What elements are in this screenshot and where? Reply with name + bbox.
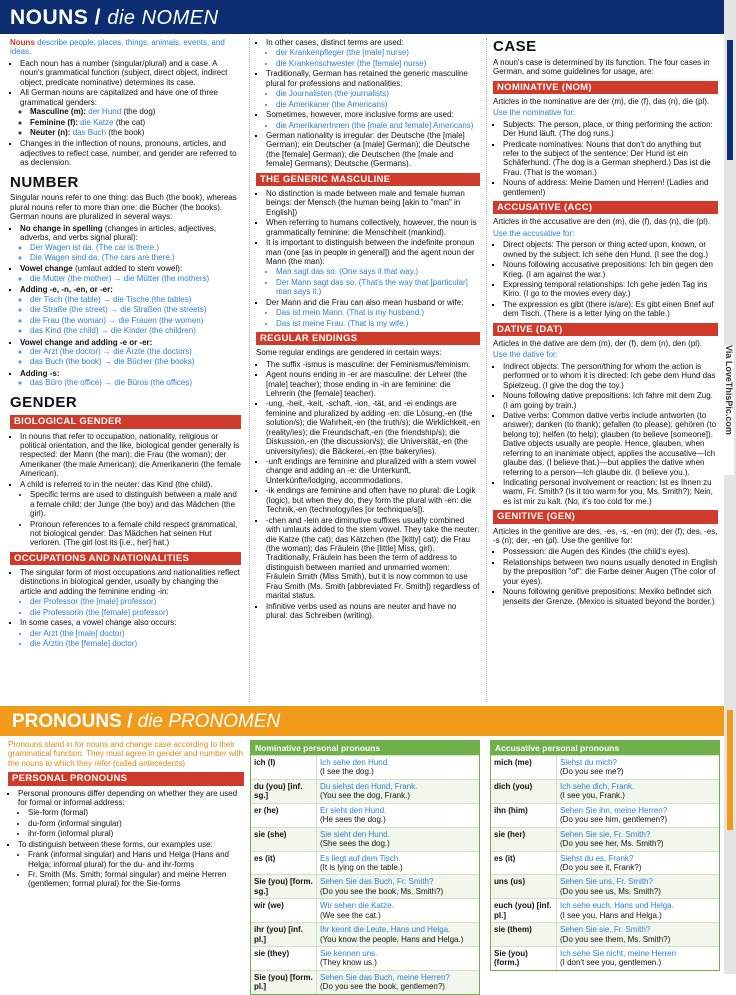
list-item: ▪ In other cases, distinct terms are used: (266, 38, 480, 47)
list-item: ▪ Sometimes, however, more inclusive forms are used: (266, 110, 480, 119)
list-item: ▪ Traditionally, German has retained the generic masculine plural for professions and nationalities: (266, 69, 480, 88)
nouns-title-german: die NOMEN (107, 7, 219, 29)
occupations-heading: OCCUPATIONS AND NATIONALITIES (10, 552, 241, 565)
list-item: ▪ Agent nouns ending in -er are masculine: der Lehrer (the [male] teacher); those ending in -in are feminine: die Lehrerin (the [female] teacher). (266, 370, 480, 398)
list-item: ▪ Nouns of address: Meine Damen und Herren! (Ladies and gentlemen!) (503, 178, 718, 197)
table-row: sie (her) Sehen Sie sie, Fr. Smith? (Do you see her, Ms. Smith?) (491, 827, 719, 851)
table-row: ich (I) Ich sehe den Hund. (I see the dog.) (251, 755, 479, 779)
number-heading: NUMBER (10, 173, 79, 191)
list-item: ▪ -ik endings are feminine and often have no plural: die Logik (logic), but when they do, they form the plural with -en: die Technik,-en (technology/ies [or technique/s]). (266, 486, 480, 514)
dative-heading: DATIVE (DAT) (493, 323, 718, 336)
list-item: ▪ Nouns following genitive prepositions: Mexiko befindet sich jenseits der Grenze. (Mexico is situated beyond the border.) (503, 587, 718, 606)
list-item: • Der Mann sagt das so. (That's the way that [particular] man says it.) (276, 278, 480, 297)
table-row: dich (you) Ich sehe dich, Frank. (I see you, Frank.) (491, 779, 719, 803)
table-title: Nominative personal pronouns (251, 741, 479, 755)
list-item: ▪ Adding -e, -n, -en, or -er: ◦ der Tisch (the table) → die Tische (the tables) ◦ die Straße (the street) → die Straßen (the streets) ◦ die Frau (the woman) → die Frauen (the women) ◦ das Kind (the child) → die Kinder (the children) (20, 285, 241, 335)
nominative-list (493, 120, 718, 198)
list-item: ▪ German nationality is irregular: der Deutsche (the [male] German); ein Deutscher (a [male] German); die Deutsche (the [female] German); die Deutschen (the [male and female] Germans); Deutsche (Germans). (266, 131, 480, 169)
table-row: ihn (him) Sehen Sie ihn, meine Herren? (Do you see him, gentlemen?) (491, 803, 719, 827)
column-2 (249, 38, 482, 702)
genitive-list (493, 547, 718, 606)
list-item: ▪ Vowel change and adding -e or -er: ◦ der Arzt (the doctor) → die Ärzte (the doctors) ◦ das Buch (the book) → die Bücher (the books) (20, 338, 241, 367)
list-item: ▪ Changes in the inflection of nouns, pronouns, articles, and adjectives to reflect case, number, and gender are referred to as declension. (20, 139, 241, 167)
list-item: • Frank (informal singular) and Hans und Helga (Hans and Helga; informal plural) for the du- and ihr-forms (28, 850, 244, 869)
list-item: ▪ Indirect objects: The person/thing for whom the action is performed or to whom it is directed: Ich gebe dem Hund das Spielzeug. (I give the dog the toy.) (503, 362, 718, 390)
column-1 (8, 38, 243, 702)
pronouns-intro: Pronouns stand in for nouns and change case according to their grammatical function. They must agree in gender and number with the nouns to which they refer (called antecedents). (8, 740, 244, 768)
list-item: • du-form (informal singular) (28, 819, 244, 828)
table-row: wir (we) Wir sehen die Katze. (We see the cat.) (251, 898, 479, 922)
edge-tab-strip (724, 0, 736, 974)
table-row: du (you) [inf. sg.] Du siehst den Hund, Frank. (You see the dog, Frank.) (251, 779, 479, 803)
list-item: • die Ärztin (the [female] doctor) (30, 639, 241, 648)
list-item: ▪ All German nouns are capitalized and have one of three grammatical genders: ◦ Masculine (m): der Hund (the dog) ◦ Feminine (f): die Katze (the cat) ◦ Neuter (n): das Buch (the book) (20, 88, 241, 137)
nouns-title: NOUNS (10, 6, 89, 29)
list-item: • Specific terms are used to distinguish between a male and a female child: der Junge (the boy) and das Mädchen (the girl). (30, 490, 241, 518)
list-item: ▪ Each noun has a number (singular/plural) and a case. A noun's grammatical function (subject, direct object, indirect object, predicate nominative) determines its case. (20, 59, 241, 87)
list-item: ▪ Indicating personal involvement or reaction: Ist es Ihnen zu warm, Fr. Smith? (Is it too warm for you, Ms. Smith?); Nein, es ist mir zu kalt. (No, it's too cold for me.) (503, 478, 718, 506)
dative-use: Use the dative for: (493, 350, 558, 360)
list-item: ▪ In some cases, a vowel change also occurs: (20, 618, 241, 627)
table-row: uns (us) Sehen Sie uns, Fr. Smith? (Do you see us, Ms. Smith?) (491, 874, 719, 898)
list-item: ▪ It is important to distinguish between the indefinite pronoun man (one [as in people in general]) and the agent noun der Mann (the man): (266, 238, 480, 266)
table-body (251, 755, 479, 994)
table-row: sie (them) Sehen Sie sie, Fr. Smith? (Do you see them, Ms. Smith?) (491, 922, 719, 946)
list-item: ▪ -ung, -heit, -keit, -schaft, -ion, -tät, and -ei endings are feminine and pluralized by adding -en: die Lösung,-en (the solution/s); die Wahrheit,-en (the truth/s); die Wirklichkeit,-en (reality/ies); die Freundschaft,-en (the friendship/s); die Diskussion,-en (the discussion/s); die Universität,-en (the university/ies); die Bäckerei,-en (the bakery/ies). (266, 399, 480, 456)
table-row: Sie (you) [form. sg.] Sehen Sie das Buch, Fr. Smith? (Do you see the book, Ms. Smith?) (251, 874, 479, 898)
column-3 (486, 38, 720, 702)
list-item: • die Krankenschwester (the [female] nurse) (276, 59, 480, 68)
list-item: • der Professor (the [male] professor) (30, 597, 241, 606)
table-row: er (he) Er sieht den Hund. (He sees the dog.) (251, 803, 479, 827)
list-item: ▪ Der Mann and die Frau can also mean husband or wife: (266, 298, 480, 307)
list-item: ▪ Dative verbs: Common dative verbs include antworten (to answer); danken (to thank); gefallen (to please); gehören (to belong to); helfen (to help); glauben (to believe [someone]). Dative objects usually are people. Hence, glauben, when referring to an inanimate object, applies the accusative—Ich glaube das. (I believe that.)—but applies the dative when referring to a person—Ich glaube dir. (I believe you.). (503, 411, 718, 477)
list-item: ▪ Personal pronouns differ depending on whether they are used for formal or informal address: (18, 789, 244, 808)
list-item: ▪ Subjects: The person, place, or thing performing the action: Der Hund läuft. (The dog runs.) (503, 120, 718, 139)
dative-list (493, 362, 718, 507)
table-row: mich (me) Siehst du mich? (Do you see me?) (491, 755, 719, 779)
distinct-terms-list (256, 38, 480, 169)
list-item: ▪ The suffix -ismus is masculine: der Feminismus/feminism. (266, 360, 480, 369)
watermark: Via LoveThisPic.com (722, 345, 734, 475)
list-item: • die Journalisten (the journalists) (276, 89, 480, 98)
list-item: ▪ When referring to humans collectively, however, the noun is grammatically feminine: die Menschheit (mankind). (266, 218, 480, 237)
table-row: sie (they) Sie kennen uns. (They know us.) (251, 946, 479, 970)
table-row: es (it) Siehst du es, Frank? (Do you see it, Frank?) (491, 851, 719, 875)
table-row: Sie (you) [form. pl.] Sehen Sie das Buch, meine Herren? (Do you see the book, gentlemen?) (251, 970, 479, 994)
number-intro: Singular nouns refer to one thing: das Buch (the book), whereas plural nouns refer to more than one: die Bücher (the books). German nouns are pluralized in several ways: (10, 193, 237, 222)
nominative-use: Use the nominative for: (493, 108, 576, 118)
list-item: ▪ Nouns following accusative prepositions: Ich bin gegen den Krieg. (I am against the war.) (503, 260, 718, 279)
gender-heading: GENDER (10, 393, 78, 411)
noun-basics-list (10, 59, 241, 168)
regular-endings-heading: REGULAR ENDINGS (256, 332, 480, 345)
list-item: • der Krankenpfleger (the [male] nurse) (276, 48, 480, 57)
gender-feminine: ◦ Feminine (f): die Katze (the cat) (30, 118, 241, 127)
nouns-header: NOUNS / die NOMEN (0, 0, 724, 34)
table-row: Sie (you) (form.) Ich sehe Sie nicht, meine Herren (I don't see you, gentlemen.) (491, 946, 719, 970)
list-item: ▪ No change in spelling (changes in articles, adjectives, adverbs, and verbs signal plural): ◦ Der Wagen ist da. (The car is there.) ◦ Die Wagen sind da. (The cars are there.) (20, 224, 241, 263)
personal-pronouns-heading: PERSONAL PRONOUNS (8, 772, 244, 785)
gender-neuter: ◦ Neuter (n): das Buch (the book) (30, 128, 241, 137)
list-item: ▪ -chen and -lein are diminutive suffixes usually combined with umlauts added to the stem vowel. They take the neuter: die Katze (the cat); das Kätzchen (the [kitty] cat); die Frau (the woman); das Fräulein (the [little] Miss, girl). Traditionally, Fräulein has been the term of address to distinguish between married and unmarried women: Fräulein Smith (Miss Smith), but it is now common to use Frau Smith (Ms. Smith [abbreviated Fr. Smith]) regardless of marital status. (266, 516, 480, 601)
list-item: ▪ Relationships between two nouns usually denoted in English by the preposition "of": die Farbe deiner Augen (The color of your eyes). (503, 558, 718, 586)
list-item: • Pronoun references to a female child respect grammatical, not biological gender: Das Mädchen hat seinen Hut verloren. (The girl lost its [i.e., her] hat.) (30, 520, 241, 548)
list-item: ▪ A child is referred to in the neuter: das Kind (the child). (20, 480, 241, 489)
list-item: • der Arzt (the [male] doctor) (30, 629, 241, 638)
list-item: • Man sagt das so. (One says it that way.) (276, 267, 480, 276)
biological-gender-list (10, 432, 241, 548)
occupations-list (10, 568, 241, 649)
nominative-intro: Articles in the nominative are der (m), die (f), das (n), die (pl). (493, 96, 710, 106)
gender-masculine: ◦ Masculine (m): der Hund (the dog) (30, 107, 241, 116)
generic-masculine-list (256, 189, 480, 328)
pronouns-title: PRONOUNS (12, 711, 122, 732)
number-list (10, 224, 241, 388)
list-item: • die Amerikaner (the Americans) (276, 100, 480, 109)
list-item: ▪ Vowel change (umlaut added to stem vowel): ◦ die Mutter (the mother) → die Mütter (the mothers) (20, 264, 241, 283)
personal-pronouns-panel (8, 740, 244, 972)
list-item: • die Professorin (the [female] professor) (30, 608, 241, 617)
accusative-use: Use the accusative for: (493, 228, 575, 238)
list-item: ▪ In nouns that refer to occupation, nationality, religious or political orientation, and the like, biological gender generally is respected: der Mann (the man); die Frau (the woman); der Amerikaner (the male American); die Amerikanerin (the female American). (20, 432, 241, 479)
genitive-heading: GENITIVE (GEN) (493, 510, 718, 523)
list-item: ▪ To distinguish between these forms, our examples use: (18, 840, 244, 849)
pronouns-title-german: die PRONOMEN (137, 711, 281, 732)
nominative-pronoun-table (250, 740, 480, 995)
list-item: ▪ The expression es gibt (there is/are): Es gibt einen Brief auf dem Tisch. (There is a letter lying on the table.) (503, 300, 718, 319)
list-item: ▪ Infinitive verbs used as nouns are neuter and have no plural: das Schreiben (writing). (266, 602, 480, 621)
list-item: • die AmerikanerInnen (the [male and female] Americans) (276, 121, 480, 130)
list-item: ▪ Expressing temporal relationships: Ich gehe jeden Tag ins Kino. (I go to the movies every day.) (503, 280, 718, 299)
table-body (491, 755, 719, 970)
accusative-pronoun-table (490, 740, 720, 971)
accusative-intro: Articles in the accusative are den (m), die (f), das (n), die (pl). (493, 217, 710, 227)
generic-masculine-heading: THE GENERIC MASCULINE (256, 173, 480, 186)
list-item: ▪ The singular form of most occupations and nationalities reflect distinctions in biological gender, usually by changing the article and adding the feminine ending -in: (20, 568, 241, 596)
list-item: • Fr. Smith (Ms. Smith; formal singular) and meine Herren (gentlemen; formal plural) for the Sie-forms (28, 870, 244, 889)
list-item: ▪ Adding -s: ◦ das Büro (the office) → die Büros (the offices) (20, 369, 241, 388)
biological-gender-heading: BIOLOGICAL GENDER (10, 415, 241, 428)
list-item: • ihr-form (informal plural) (28, 829, 244, 838)
nouns-intro: Nouns describe people, places, things, animals, events, and ideas. (10, 38, 225, 57)
table-row: sie (she) Sie sieht den Hund. (She sees the dog.) (251, 827, 479, 851)
regular-endings-intro: Some regular endings are gendered in certain ways: (256, 348, 442, 358)
genitive-intro: Articles in the genitive are des, -es, -s, -en (m); der (f); des, -es, -s (n); der, -en (pl). Use the genitive for: (493, 526, 718, 545)
list-item: ▪ Nouns following dative prepositions: Ich fahre mit dem Zug. (I am going by train.) (503, 391, 718, 410)
list-item: ▪ Direct objects: The person or thing acted upon, known, or owned by the subject: Ich sehe den Hund. (I see the dog.) (503, 240, 718, 259)
table-row: euch (you) [inf. pl.] Ich sehe euch, Hans und Helga. (I see you, Hans and Helga.) (491, 898, 719, 922)
dative-intro: Articles in the dative are dem (m), der (f), dem (n), den (pl). (493, 338, 702, 348)
list-item: ▪ Possession: die Augen des Kindes (the child's eyes). (503, 547, 718, 556)
list-item: • Sie-form (formal) (28, 808, 244, 817)
list-item: ▪ -unft endings are feminine and pluralized with a stem vowel change and adding an -e: die Unterkunft, Unterkünfte/lodging, accommodations. (266, 457, 480, 485)
table-row: ihr (you) [inf. pl.] Ihr kennt die Leute, Hans und Helga. (You know the people, Hans and Helga.) (251, 922, 479, 946)
accusative-list (493, 240, 718, 319)
regular-endings-list (256, 360, 480, 621)
personal-pronouns-list (8, 789, 244, 889)
table-title: Accusative personal pronouns (491, 741, 719, 755)
list-item: ▪ No distinction is made between male and female human beings: der Mensch (the human being [akin to "man" in English]) (266, 189, 480, 217)
nominative-heading: NOMINATIVE (NOM) (493, 81, 718, 94)
list-item: ▪ Predicate nominatives: Nouns that don't do anything but refer to the subject of the sentence: Der Hund ist ein Schäferhund. (The dog is a German shepherd.) Das ist die Frau. (That is the woman.) (503, 140, 718, 178)
list-item: • Das ist mein Mann. (That is my husband.) (276, 308, 480, 317)
pronouns-header: PRONOUNS / die PRONOMEN (0, 706, 724, 736)
case-intro: A noun's case is determined by its function. The four cases in German, and some guidelines for usage, are: (493, 57, 710, 77)
list-item: • Das ist meine Frau. (That is my wife.) (276, 319, 480, 328)
table-row: es (it) Es liegt auf dem Tisch. (It is lying on the table.) (251, 851, 479, 875)
accusative-heading: ACCUSATIVE (ACC) (493, 201, 718, 214)
case-heading: CASE (493, 38, 537, 55)
